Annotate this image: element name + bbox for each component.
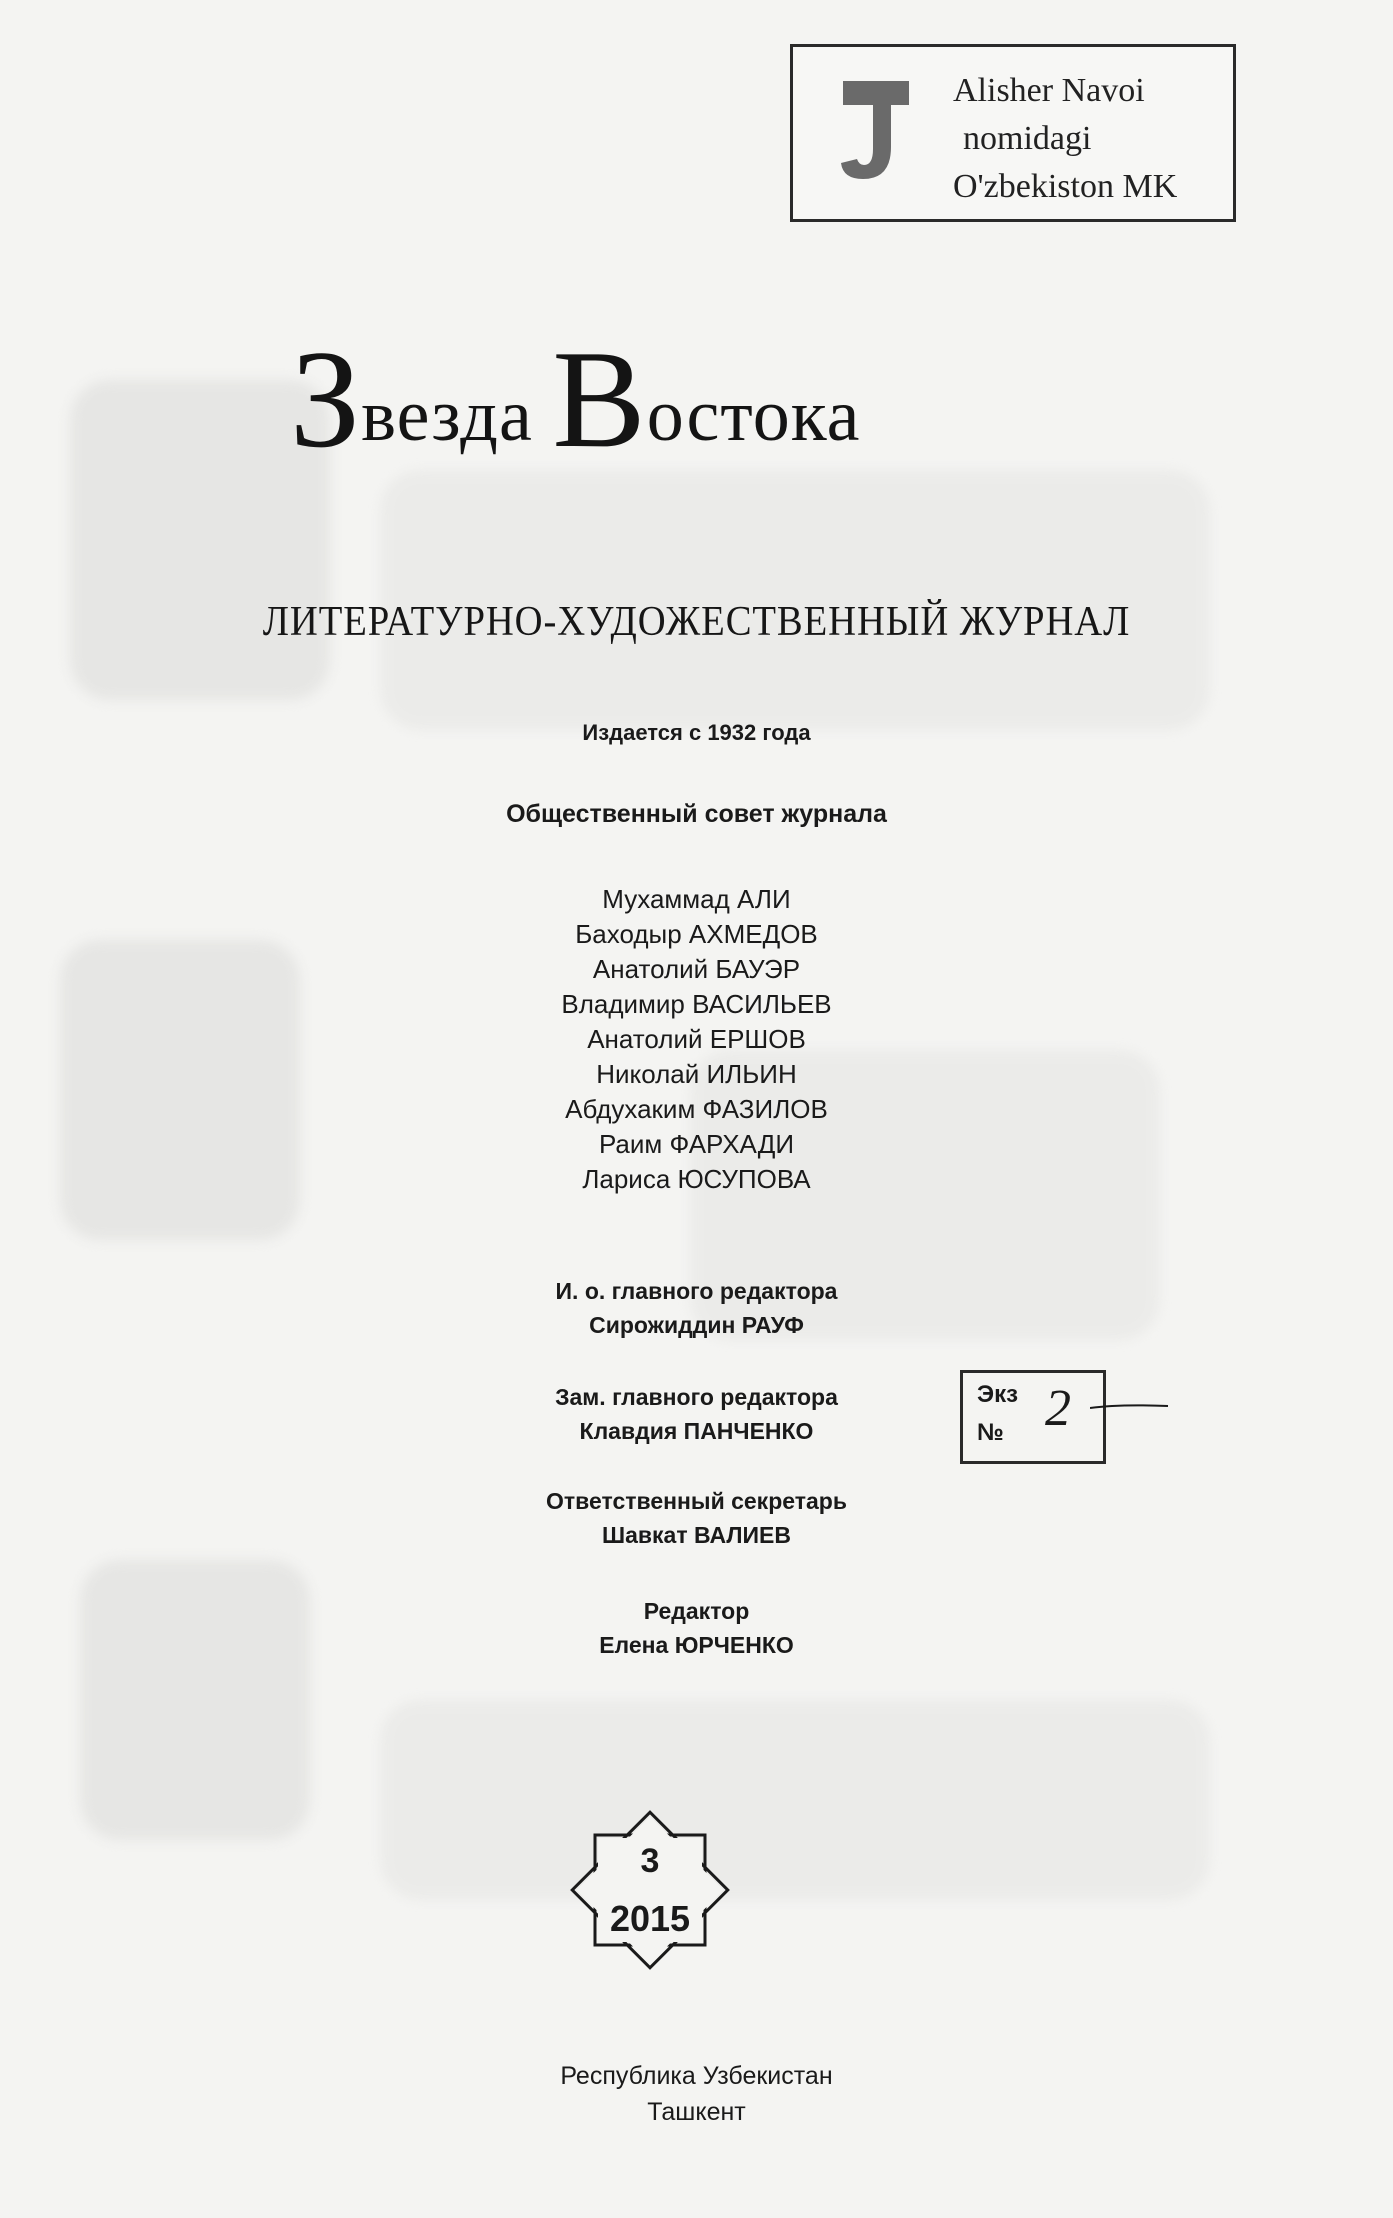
council-member: Баходыр АХМЕДОВ xyxy=(575,919,818,949)
council-member: Николай ИЛЬИН xyxy=(596,1059,797,1089)
copy-number: 2 xyxy=(1045,1380,1071,1437)
number-sign: № xyxy=(977,1419,1004,1446)
stamp-text xyxy=(953,67,1223,211)
bleed-through-text-block xyxy=(380,1700,1210,1900)
stamp-letter-j-icon xyxy=(833,67,919,187)
council-member: Абдухаким ФАЗИЛОВ xyxy=(565,1094,828,1124)
copy-number-stamp xyxy=(960,1370,1106,1464)
council-member: Владимир ВАСИЛЬЕВ xyxy=(561,989,832,1019)
issue-number: 3 xyxy=(640,1842,660,1880)
imprint-city: Ташкент xyxy=(647,2098,746,2126)
copy-label: Экз xyxy=(977,1381,1019,1408)
stamp-line: nomidagi xyxy=(963,120,1092,157)
founded-note: Издается с 1932 года xyxy=(582,720,811,745)
stamp-line: Alisher Navoi xyxy=(953,72,1145,109)
staff-role: Ответственный секретарь xyxy=(546,1488,847,1514)
council-member: Анатолий БАУЭР xyxy=(592,954,801,984)
staff-entry xyxy=(0,1380,1393,1448)
handwritten-stroke xyxy=(1090,1396,1170,1416)
eight-point-star-icon xyxy=(560,1800,740,1980)
council-members-list xyxy=(0,882,1393,1197)
staff-name: Сирожиддин РАУФ xyxy=(589,1312,804,1338)
staff-entry xyxy=(0,1274,1393,1342)
staff-entry xyxy=(0,1594,1393,1662)
staff-entry xyxy=(0,1484,1393,1552)
council-member: Мухаммад АЛИ xyxy=(602,884,791,914)
imprint-country: Республика Узбекистан xyxy=(560,2062,833,2090)
imprint xyxy=(0,2058,1393,2130)
council-member: Лариса ЮСУПОВА xyxy=(582,1164,811,1194)
staff-name: Елена ЮРЧЕНКО xyxy=(599,1632,794,1658)
staff-role: Зам. главного редактора xyxy=(555,1384,838,1410)
issue-year: 2015 xyxy=(609,1898,691,1939)
stamp-line: O'zbekiston MK xyxy=(953,168,1178,205)
council-heading: Общественный совет журнала xyxy=(506,800,887,828)
issue-badge xyxy=(560,1800,740,1980)
staff-role: Редактор xyxy=(643,1598,750,1624)
journal-subtitle: ЛИТЕРАТУРНО-ХУДОЖЕСТВЕННЫЙ ЖУРНАЛ xyxy=(262,599,1131,645)
council-member: Раим ФАРХАДИ xyxy=(598,1129,795,1159)
staff-role: И. о. главного редактора xyxy=(555,1278,838,1304)
journal-title: Звезда Востока xyxy=(290,322,861,477)
staff-name: Клавдия ПАНЧЕНКО xyxy=(579,1418,814,1444)
staff-name: Шавкат ВАЛИЕВ xyxy=(602,1522,791,1548)
library-stamp xyxy=(790,44,1236,222)
council-member: Анатолий ЕРШОВ xyxy=(587,1024,806,1054)
